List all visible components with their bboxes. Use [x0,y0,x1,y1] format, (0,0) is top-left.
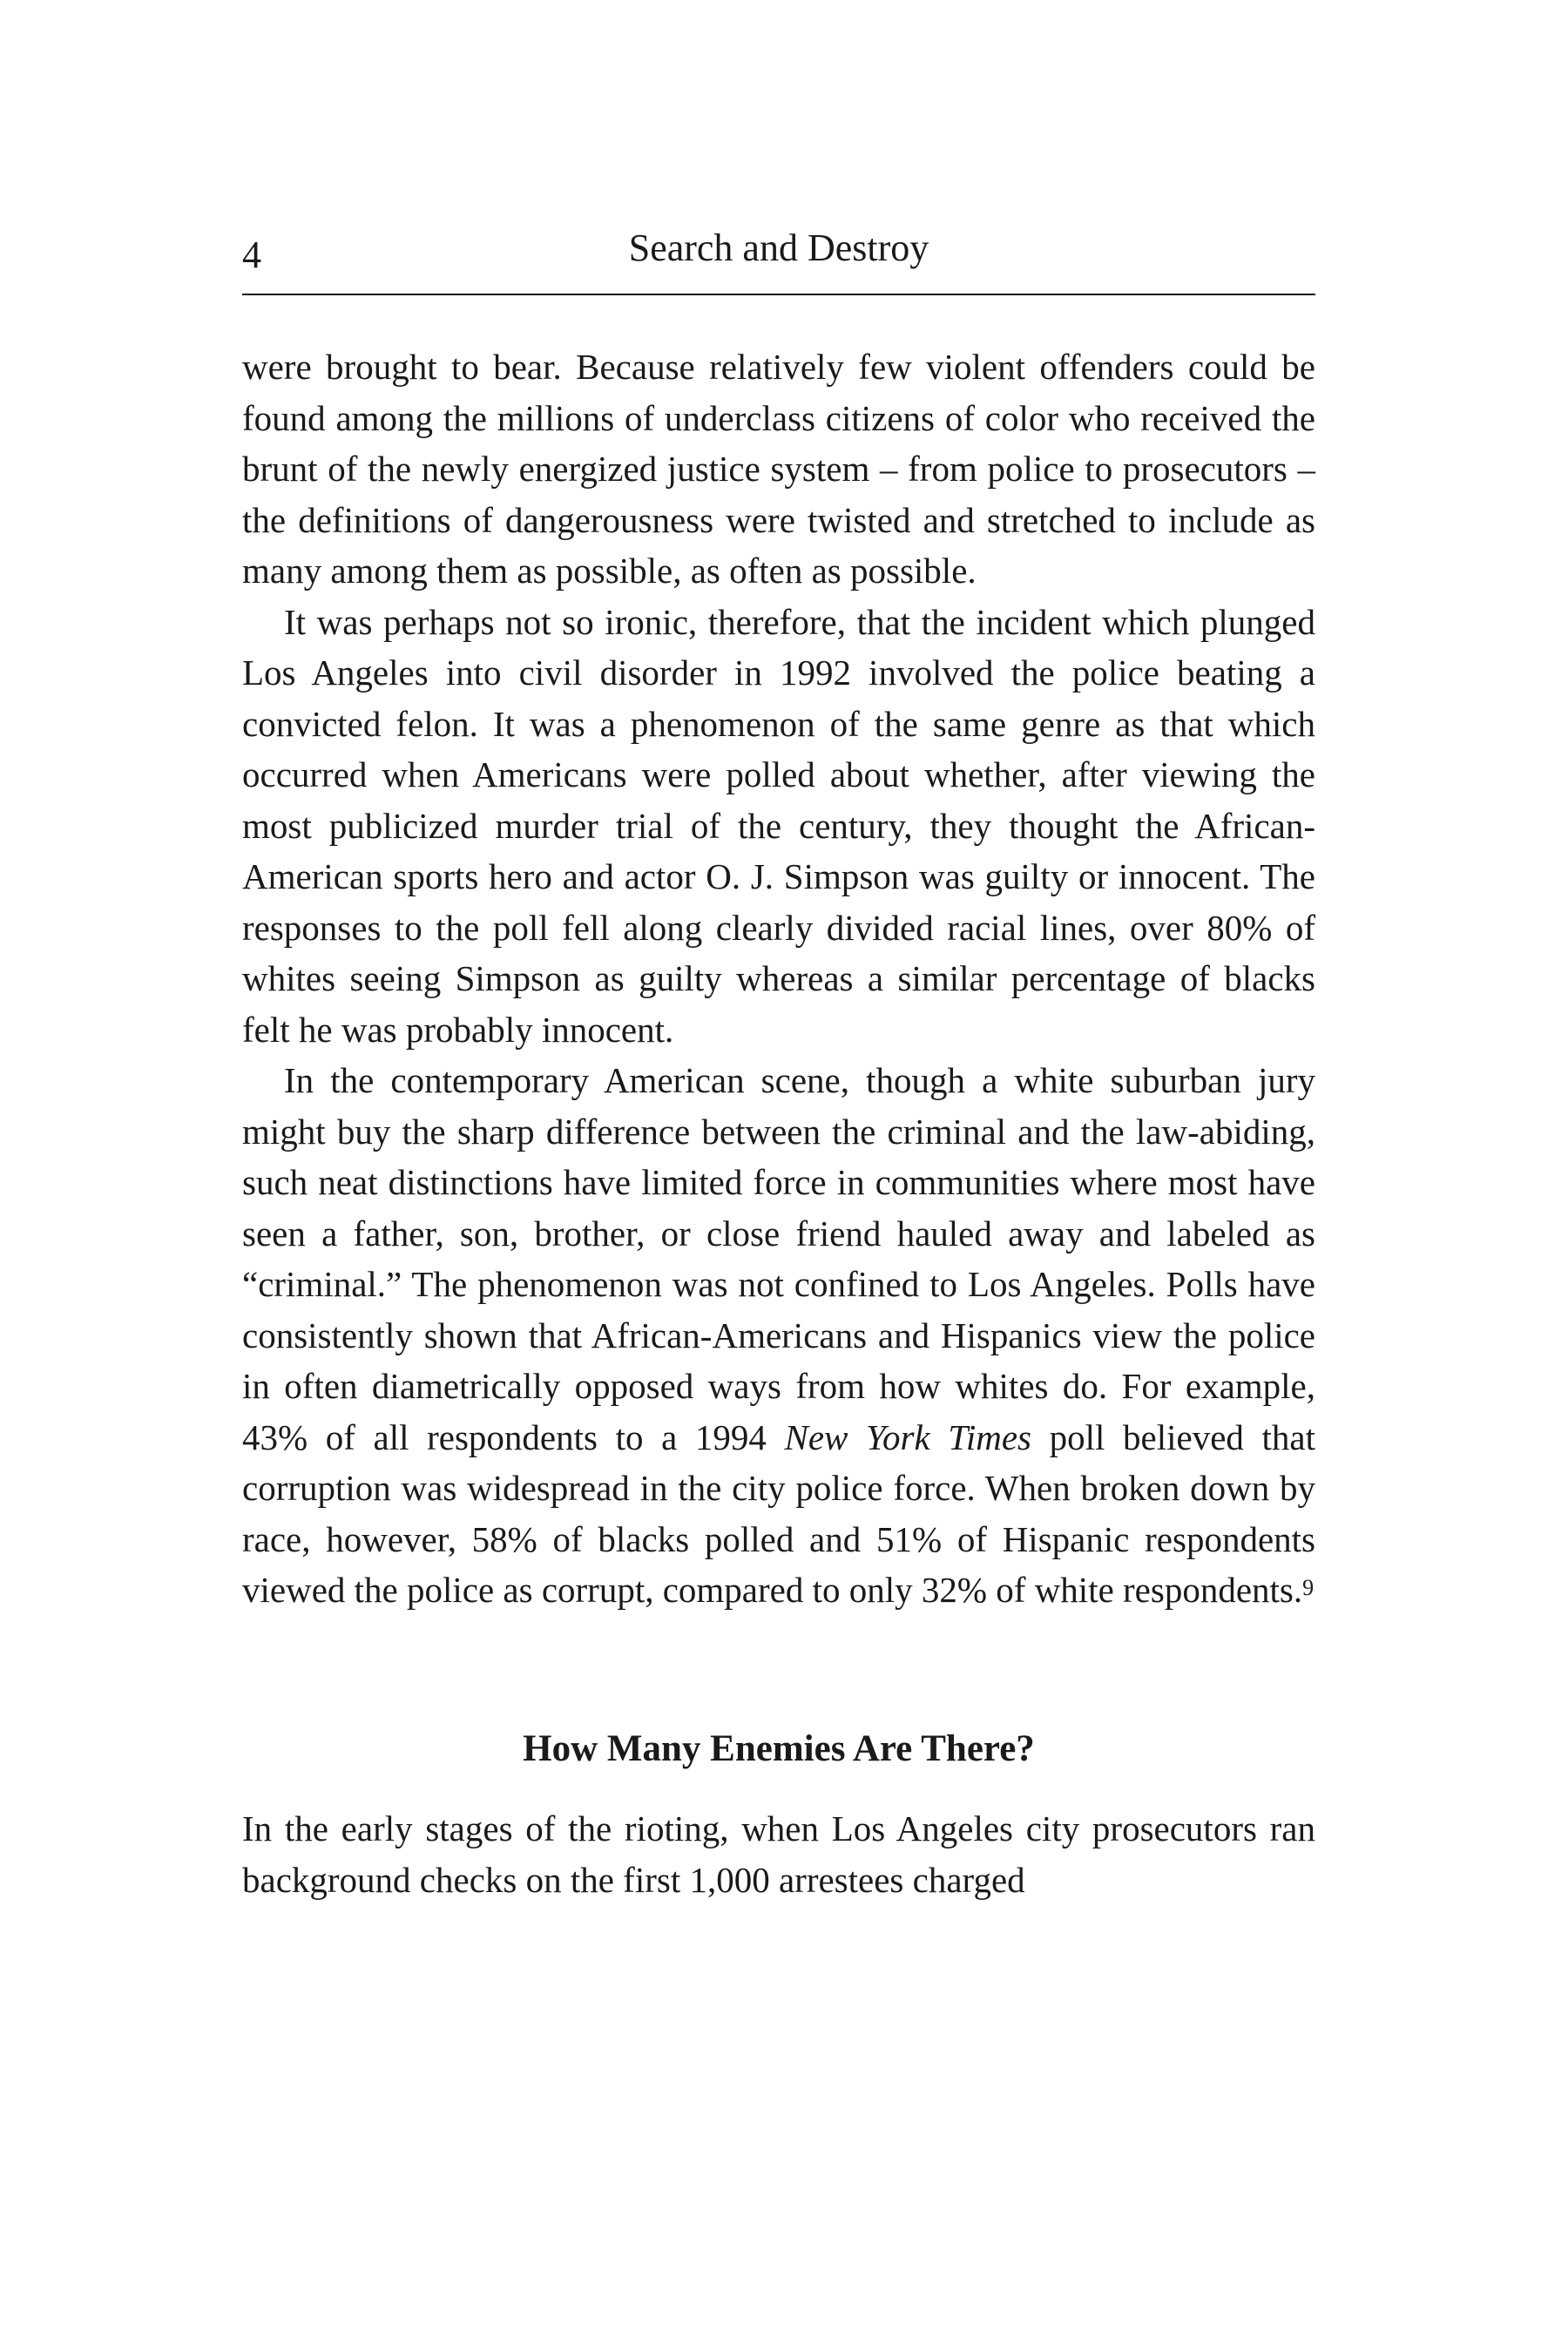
paragraph-3 [242,1055,1315,1616]
body-text [242,341,1315,1616]
section-heading: How Many Enemies Are There? [523,1728,1035,1769]
footnote-ref[interactable]: 9 [1302,1575,1315,1600]
running-head [242,222,1315,285]
running-title: Search and Destroy [628,226,929,269]
paragraph-3-text-b: poll believed that corruption was widespread in the city police force. When broken down by race, however, 58% of blacks polled and 51% of Hispanic respondents viewed the police as corrupt, compared to only 32% of white respondents. [242,1416,1316,1610]
section-body [242,1803,1315,1905]
section-paragraph-1: In the early stages of the rioting, when Los Angeles city prosecutors ran background checks on the first 1,000 arrestees charged [242,1808,1315,1900]
newspaper-title: New York Times [784,1416,1032,1457]
header-rule [242,294,1315,295]
paragraph-1: were brought to bear. Because relatively few violent offenders could be found among the millions of underclass citizens of color who received the brunt of the newly energized justice system – from police to prosecutors – the definitions of dangerousness were twisted and stretched to include as many among them as possible, as often as possible. [242,347,1315,591]
page-number: 4 [242,233,261,276]
paragraph-2: It was perhaps not so ironic, therefore, that the incident which plunged Los Angeles into civil disorder in 1992 involved the police beating a convicted felon. It was a phenomenon of the same genre as that which occurred when Americans were polled about whether, after viewing the most publicized murder trial of the century, they thought the African-American sports hero and actor O. J. Simpson was guilty or innocent. The responses to the poll fell along clearly divided racial lines, over 80% of whites seeing Simpson as guilty whereas a similar percentage of blacks felt he was probably innocent. [242,601,1315,1050]
paragraph-3-text-a: In the contemporary American scene, though a white suburban jury might buy the sharp difference between the criminal and the law-abiding, such neat distinctions have limited force in communities where most have seen a father, son, brother, or close friend hauled away and labeled as “criminal.” The phenomenon was not confined to Los Angeles. Polls have consistently shown that African-Americans and Hispanics view the police in often diametrically opposed ways from how whites do. For example, 43% of all respondents to a 1994 [242,1060,1315,1457]
